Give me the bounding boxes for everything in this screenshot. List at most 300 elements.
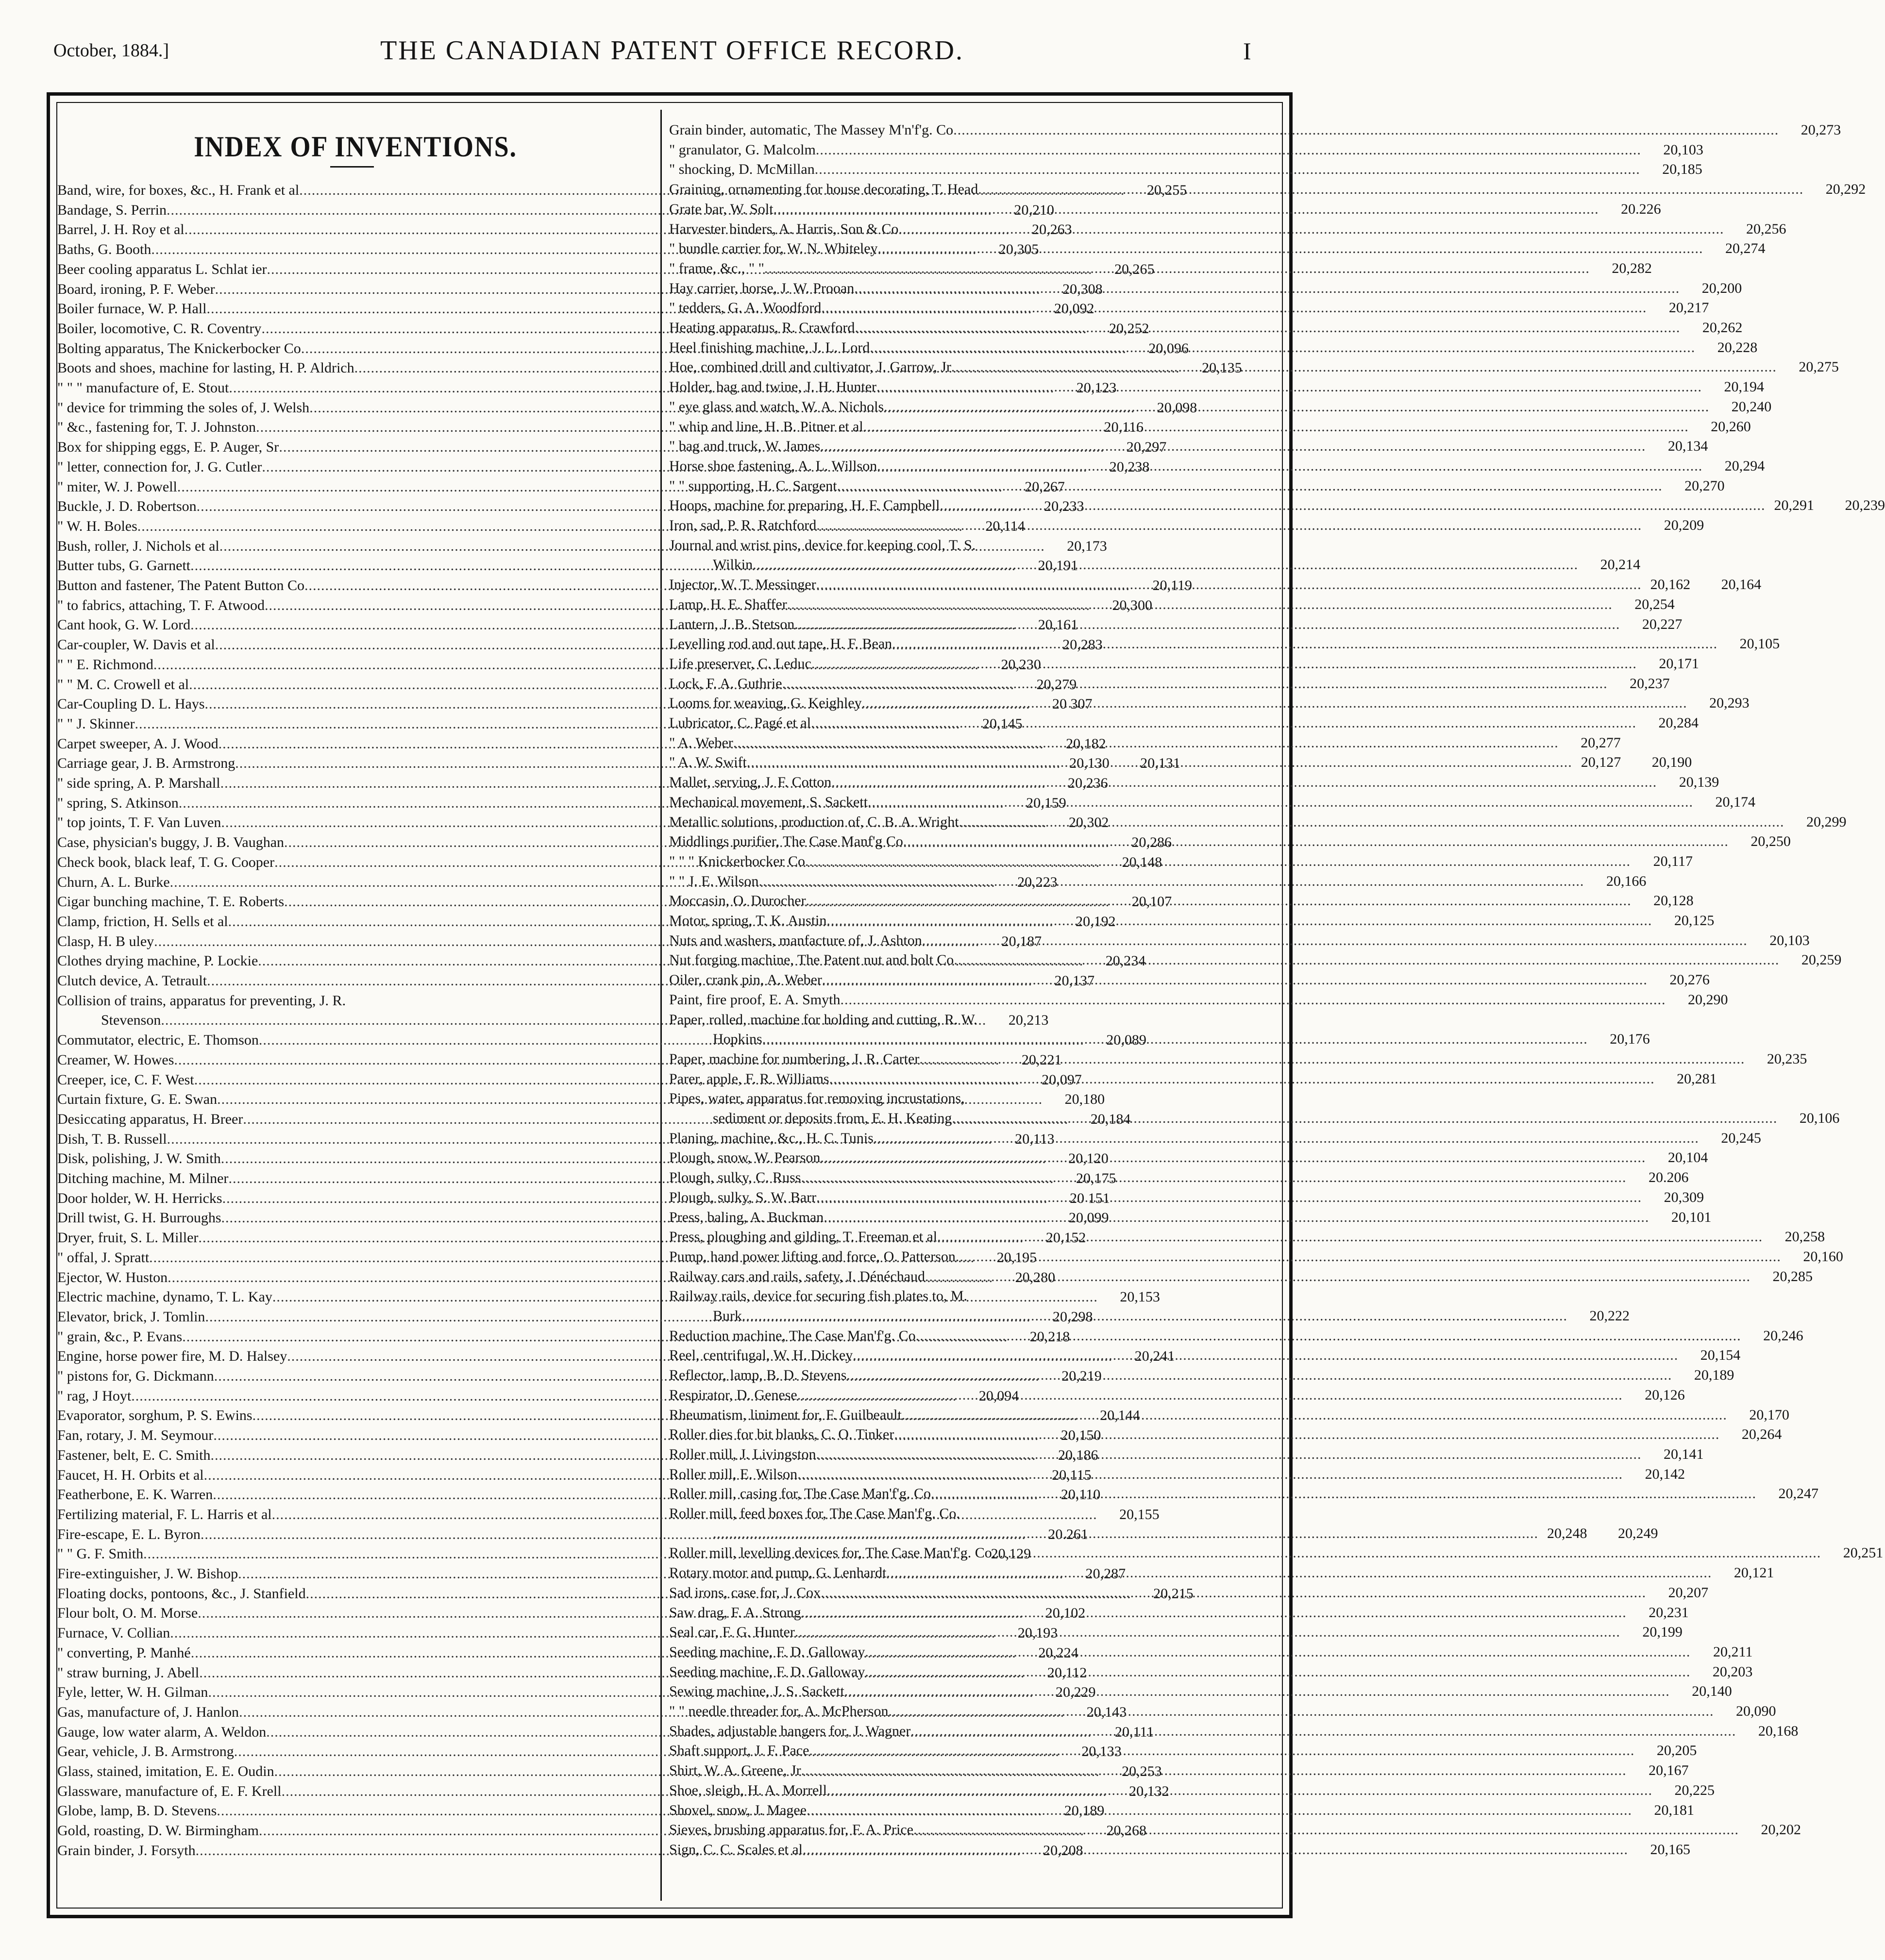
entry-label: Seal car, F. G. Hunter xyxy=(669,1624,795,1640)
index-entry xyxy=(669,1049,1807,1069)
entry-label: Sieves, brushing apparatus for, F. A. Price xyxy=(669,1822,913,1838)
patent-number: 20,268 xyxy=(1106,1823,1146,1839)
entry-label: Boiler furnace, W. P. Hall xyxy=(57,301,207,317)
entry-label: Door holder, W. H. Herricks xyxy=(57,1190,222,1206)
leader-dots xyxy=(931,1484,1756,1504)
patent-number: 20,186 xyxy=(1058,1447,1098,1463)
index-entry xyxy=(669,456,1765,476)
patent-number: 20,222 xyxy=(1589,1308,1630,1324)
entry-label: Middlings purifier, The Case Manf'g Co xyxy=(669,833,903,850)
patent-number: 20,185 xyxy=(1662,161,1702,178)
entry-label: Metallic solutions, production of, C. B. A. Wright xyxy=(669,813,959,830)
patent-number: 20,110 xyxy=(1060,1487,1101,1503)
entry-label: Boots and shoes, machine for lasting, H. P. Aldrich xyxy=(57,360,354,376)
patent-number: 20,215 xyxy=(1153,1585,1194,1602)
entry-label: Holder, bag and twine, J. H. Hunter xyxy=(669,379,877,395)
entry-label: Case, physician's buggy, J. B. Vaughan xyxy=(57,834,285,851)
patent-number xyxy=(1215,1089,1277,1108)
entry-label: Featherbone, E. K. Warren xyxy=(57,1487,213,1503)
entry-label: Furnace, V. Collian xyxy=(57,1625,170,1641)
entry-label: Moccasin, O. Durocher xyxy=(669,893,806,909)
index-entry xyxy=(669,674,1670,693)
entry-label: Iron, sad, P. R. Ratchford xyxy=(669,517,817,533)
index-entry xyxy=(669,654,1699,674)
page-header xyxy=(0,0,1344,87)
patent-number: 20,181 xyxy=(1654,1802,1695,1818)
patent-number: 20,125 xyxy=(1674,912,1715,929)
patent-number: 20,236 xyxy=(1068,775,1108,791)
index-entry xyxy=(669,1089,1277,1108)
entry-label: Nuts and washers, manfacture of, J. Ashton xyxy=(669,932,922,948)
entry-label: Respirator, D. Genese xyxy=(669,1386,797,1403)
index-entry xyxy=(669,279,1742,298)
entry-label: Saw drag, F. A. Strong xyxy=(669,1604,801,1621)
patent-number: 20 307 xyxy=(1052,696,1093,712)
index-entry xyxy=(669,1326,1803,1346)
leader-dots xyxy=(787,595,1613,614)
patent-number: 20,293 xyxy=(1709,695,1750,711)
leader-dots xyxy=(806,891,1632,911)
entry-label: Motor, spring, T. K. Austin xyxy=(669,912,827,929)
entry-label: Electric machine, dynamo, T. L. Kay xyxy=(57,1289,272,1305)
leader-dots xyxy=(854,279,1680,298)
index-entry xyxy=(669,1386,1685,1405)
index-entry xyxy=(57,1525,1088,1544)
patent-number: 20,231 xyxy=(1649,1604,1689,1621)
entry-label: Fertilizing material, F. L. Harris et al xyxy=(57,1506,272,1522)
index-entry xyxy=(669,693,1750,713)
patent-number: 20,283 xyxy=(1062,637,1103,653)
index-title: INDEX OF INVENTIONS. xyxy=(194,131,517,163)
leader-dots xyxy=(816,516,1642,535)
patent-number: 20,221 xyxy=(1021,1051,1062,1068)
index-entry xyxy=(669,713,1699,733)
entry-label: Roller mill, J. Livingston xyxy=(669,1446,816,1462)
patent-number: 20,264 xyxy=(1741,1426,1782,1443)
entry-label: " grain, &c., P. Evans xyxy=(57,1328,183,1345)
patent-number: 20,230 xyxy=(1001,656,1041,673)
patent-number: 20.206 xyxy=(1648,1169,1689,1186)
patent-number: 20,152 xyxy=(1045,1230,1086,1246)
patent-number: 20,113 xyxy=(1015,1131,1055,1147)
index-entry xyxy=(669,950,1842,970)
leader-dots xyxy=(965,1089,1215,1108)
leader-dots xyxy=(967,1286,1215,1306)
patent-number: 20,233 xyxy=(1044,498,1084,515)
leader-dots xyxy=(960,1504,1215,1523)
leader-dots xyxy=(903,832,1729,851)
entry-label: Mallet, serving, J. F. Cotton xyxy=(669,774,832,791)
leader-dots xyxy=(782,674,1608,693)
entry-label: sediment or deposits from, E. H. Keating xyxy=(713,1110,952,1126)
entry-label: Curtain fixture, G. E. Swan xyxy=(57,1091,218,1108)
page-number: I xyxy=(1243,37,1251,65)
entry-label: Parer, apple, F. R. Williams xyxy=(669,1070,829,1087)
leader-dots xyxy=(925,1267,1750,1286)
leader-dots xyxy=(803,1840,1628,1859)
index-entry xyxy=(669,1188,1704,1207)
patent-number: 20,284 xyxy=(1658,715,1699,731)
entry-label: Clutch device, A. Tetrault xyxy=(57,973,207,989)
patent-number: 20,140 xyxy=(1692,1683,1732,1700)
patent-number: 20,258 xyxy=(1784,1229,1825,1245)
patent-number: 20,213 xyxy=(1008,1012,1049,1029)
entry-label: " &c., fastening for, T. J. Johnston xyxy=(57,419,256,436)
entry-label: " " E. Richmond xyxy=(57,656,153,673)
patent-number: 20,180 xyxy=(1064,1091,1105,1108)
index-entry xyxy=(669,1563,1774,1583)
patent-number: 20,259 xyxy=(1801,952,1842,968)
index-entry xyxy=(669,1465,1685,1484)
index-entry xyxy=(669,476,1725,496)
entry-label: Levelling rod and out tape, H. F. Bean xyxy=(669,636,892,652)
entry-label: Globe, lamp, B. D. Stevens xyxy=(57,1803,217,1819)
index-entry xyxy=(669,1622,1683,1642)
patent-number: 20,267 xyxy=(1025,478,1065,495)
entry-label: " " " manufacture of, E. Stout xyxy=(57,380,229,396)
entry-label: Hoe, combined drill and cultivator, J. Garrow, Jr xyxy=(669,359,951,375)
leader-dots xyxy=(809,1741,1634,1760)
leader-dots xyxy=(898,220,1724,239)
entry-extra-number: 20,162 xyxy=(1650,576,1691,593)
patent-number: 20,211 xyxy=(1713,1643,1753,1660)
leader-dots xyxy=(811,713,1636,733)
entry-label: Collision of trains, apparatus for preventing, J. R. xyxy=(57,992,346,1009)
entry-label: Evaporator, sorghum, P. S. Ewins xyxy=(57,1407,252,1424)
entry-label: Fyle, letter, W. H. Gilman xyxy=(57,1684,208,1701)
patent-number: 20,145 xyxy=(982,715,1023,732)
patent-number: 20,245 xyxy=(1721,1130,1761,1146)
entry-label: Roller dies for bit blanks, C. O. Tinker xyxy=(669,1426,894,1443)
patent-number: 20,305 xyxy=(998,241,1039,258)
entry-label: Press, baling, A. Buckman xyxy=(669,1209,824,1225)
index-entry xyxy=(669,753,1692,772)
patent-number: 20,241 xyxy=(1134,1348,1175,1365)
entry-extra-number: 20,130 xyxy=(1069,755,1110,772)
patent-number: 20,262 xyxy=(1702,320,1743,336)
entry-label: Fan, rotary, J. M. Seymour xyxy=(57,1427,214,1444)
entry-label: Hoops, machine for preparing, H. F. Campbell xyxy=(669,497,940,514)
entry-label: Plough, sulky, S. W. Barr xyxy=(669,1189,817,1205)
index-entry xyxy=(669,1445,1704,1464)
leader-dots xyxy=(801,1761,1627,1780)
index-entry xyxy=(669,417,1751,437)
leader-dots xyxy=(940,496,1765,515)
patent-number: 20,175 xyxy=(1076,1170,1116,1186)
patent-number: 20,217 xyxy=(1668,300,1709,316)
index-entry xyxy=(669,1346,1741,1365)
entry-label: Sign, C. C. Scales et al xyxy=(669,1841,803,1858)
leader-dots xyxy=(821,1583,1646,1603)
patent-number: 20,153 xyxy=(1120,1289,1160,1305)
patent-number: 20,218 xyxy=(1029,1328,1070,1345)
patent-number: 20,141 xyxy=(1664,1446,1704,1462)
entry-label: Oiler, crank pin, A. Weber xyxy=(669,972,822,988)
patent-number: 20,263 xyxy=(1032,221,1072,238)
entry-extra-number: 20,127 xyxy=(1581,754,1621,771)
leader-dots xyxy=(878,239,1703,258)
leader-dots xyxy=(876,377,1702,397)
entry-label: Clothes drying machine, P. Lockie xyxy=(57,953,258,969)
patent-number: 20,121 xyxy=(1734,1565,1774,1581)
title-rule xyxy=(330,166,374,168)
patent-number: 20,208 xyxy=(1043,1842,1083,1859)
index-entry xyxy=(669,595,1675,614)
index-entry xyxy=(669,298,1709,318)
leader-dots xyxy=(995,1543,1821,1563)
patent-number: 20,128 xyxy=(1653,893,1694,909)
entry-label: " miter, W. J. Powell xyxy=(57,478,177,495)
patent-number: 20,182 xyxy=(1066,735,1106,752)
patent-number: 20,126 xyxy=(1645,1386,1685,1403)
leader-dots xyxy=(956,1247,1781,1267)
entry-label: Lamp, H. E. Shaffer xyxy=(669,596,787,612)
index-entry xyxy=(669,220,1786,239)
entry-label: Car-coupler, W. Davis et al xyxy=(57,637,215,653)
index-entry xyxy=(669,911,1715,930)
patent-number: 20,114 xyxy=(985,518,1025,534)
entry-label: Plough, snow, W. Pearson xyxy=(669,1149,821,1166)
leader-dots xyxy=(713,1524,1538,1543)
patent-number: 20,299 xyxy=(1806,813,1847,830)
entry-label: Creamer, W. Howes xyxy=(57,1051,174,1068)
patent-number: 20,174 xyxy=(1715,794,1756,810)
leader-dots xyxy=(919,1049,1745,1069)
patent-number: 20,255 xyxy=(1146,182,1187,198)
patent-number: 20,131 xyxy=(1140,755,1180,772)
patent-number: 20,250 xyxy=(1750,833,1791,850)
entry-label: Lock, F. A. Guthrie xyxy=(669,675,782,692)
leader-dots xyxy=(902,1405,1727,1425)
patent-number: 20,234 xyxy=(1105,953,1146,969)
patent-number: 20,200 xyxy=(1701,280,1742,296)
entry-label: Fire-extinguisher, J. W. Bishop xyxy=(57,1566,238,1582)
patent-number: 20,275 xyxy=(1799,359,1839,375)
index-entry xyxy=(669,1781,1715,1800)
leader-dots xyxy=(801,1168,1626,1187)
patent-number: 20,111 xyxy=(1114,1723,1154,1740)
entry-label: Shaft support, J. F. Pace xyxy=(669,1742,809,1759)
leader-dots xyxy=(922,931,1748,950)
leader-dots xyxy=(976,536,1215,555)
patent-number: 20 151 xyxy=(1070,1190,1110,1206)
leader-dots xyxy=(822,970,1648,990)
patent-number: 20,191 xyxy=(1038,558,1078,574)
index-entry xyxy=(669,1722,1799,1741)
patent-number xyxy=(1215,1504,1277,1523)
patent-number: 20,099 xyxy=(1069,1210,1109,1226)
patent-number: 20,176 xyxy=(1610,1031,1650,1048)
patent-number: 20,150 xyxy=(1060,1427,1101,1444)
patent-number: 20,142 xyxy=(1645,1466,1685,1482)
patent-number: 20,229 xyxy=(1055,1684,1096,1701)
patent-number: 20,238 xyxy=(1109,458,1150,475)
entry-label: Gauge, low water alarm, A. Weldon xyxy=(57,1723,267,1740)
leader-dots xyxy=(797,1465,1623,1484)
patent-number: 20,192 xyxy=(1076,913,1116,929)
leader-dots xyxy=(747,753,1572,772)
patent-number: 20,298 xyxy=(1052,1308,1093,1325)
entry-label: Grain binder, J. Forsyth xyxy=(57,1842,196,1859)
index-entry xyxy=(669,931,1810,950)
patent-number: 20,134 xyxy=(1667,438,1708,455)
patent-number xyxy=(1215,536,1277,555)
entry-label: " pistons for, G. Dickmann xyxy=(57,1368,214,1384)
index-entry xyxy=(669,1247,1843,1267)
entry-label: Barrel, J. H. Roy et al xyxy=(57,221,185,238)
leader-dots xyxy=(951,357,1777,377)
index-entry xyxy=(669,733,1621,753)
leader-dots xyxy=(829,1069,1655,1089)
entry-label: Creeper, ice, C. F. West xyxy=(57,1071,194,1088)
entry-label: " granulator, G. Malcolm xyxy=(669,141,816,158)
entry-label: Railway rails, device for securing fish plates to, M. xyxy=(669,1288,968,1304)
patent-number: 20,287 xyxy=(1085,1566,1126,1582)
leader-dots xyxy=(774,200,1599,219)
index-entry xyxy=(669,773,1719,792)
entry-label: Grain binder, automatic, The Massey M'n'f'g. Co xyxy=(669,122,954,138)
entry-label: Reel, centrifugal, W. H. Dickey xyxy=(669,1347,853,1364)
entry-label: Wilkin xyxy=(713,557,753,573)
leader-dots xyxy=(959,812,1784,832)
patent-number: 20,129 xyxy=(991,1546,1031,1562)
index-entry xyxy=(669,852,1693,871)
entry-label: " whip and line, H. B. Pitner et al xyxy=(669,418,863,435)
leader-dots xyxy=(801,1603,1627,1622)
patent-number: 20,132 xyxy=(1129,1783,1169,1799)
index-entry xyxy=(669,1267,1813,1286)
leader-dots xyxy=(764,259,1590,278)
index-entry xyxy=(669,1741,1697,1760)
entry-label: Gold, roasting, D. W. Birmingham xyxy=(57,1823,259,1839)
patent-number: 20,154 xyxy=(1700,1347,1741,1364)
patent-number: 20,286 xyxy=(1131,834,1172,851)
index-entry xyxy=(669,180,1866,199)
index-entry xyxy=(669,496,1885,515)
leader-dots xyxy=(742,1306,1567,1326)
leader-dots xyxy=(884,397,1709,417)
patent-number: 20,171 xyxy=(1659,655,1699,672)
entry-label: " " J. Skinner xyxy=(57,715,135,732)
patent-number: 20,203 xyxy=(1712,1663,1753,1680)
leader-dots xyxy=(910,1722,1736,1741)
entry-label: Disk, polishing, J. W. Smith xyxy=(57,1150,221,1167)
index-entry xyxy=(57,991,654,1011)
patent-number: 20,227 xyxy=(1642,616,1683,632)
leader-dots xyxy=(892,634,1717,654)
patent-number: 20,089 xyxy=(1106,1032,1146,1048)
entry-label: Burk xyxy=(713,1308,742,1324)
index-entry xyxy=(669,1504,1277,1523)
entry-label: Rotary motor and pump, G. Lenhardt xyxy=(669,1565,887,1581)
entry-label: " bag and truck, W. James xyxy=(669,438,821,455)
entry-label: Lantern, J. B. Stetson xyxy=(669,616,795,632)
entry-label: Flour bolt, O. M. Morse xyxy=(57,1605,198,1622)
leader-dots xyxy=(807,1801,1632,1820)
entry-label: " frame, &c., " " xyxy=(669,260,764,276)
leader-dots xyxy=(816,140,1641,160)
entry-extra-number: 20,248 xyxy=(1547,1525,1587,1541)
entry-label: " tedders, G. A. Woodford xyxy=(669,300,822,316)
entry-label: Elevator, brick, J. Tomlin xyxy=(57,1308,205,1325)
index-entry xyxy=(669,1642,1753,1662)
leader-dots xyxy=(863,417,1689,437)
leader-dots xyxy=(853,1346,1678,1365)
entry-extra-number: 20,291 xyxy=(1774,497,1814,514)
entry-label: Graining, ornamenting for house decorating, T. Head xyxy=(669,181,978,198)
entry-label: Cigar bunching machine, T. E. Roberts xyxy=(57,894,285,910)
entry-label: Hopkins xyxy=(713,1031,762,1048)
patent-number: 20,294 xyxy=(1724,457,1765,474)
entry-label: " bundle carrier for, W. N. Whiteley xyxy=(669,240,878,257)
entry-label: Shades, adjustable hangers for, J. Wagner xyxy=(669,1723,911,1739)
leader-dots xyxy=(862,693,1687,713)
patent-number: 20,187 xyxy=(1001,933,1042,949)
patent-number: 20,092 xyxy=(1054,301,1094,317)
patent-number: 20,117 xyxy=(1653,853,1693,869)
patent-number: 20,237 xyxy=(1630,675,1670,692)
patent-number xyxy=(1215,1286,1277,1306)
index-entry xyxy=(669,575,1762,594)
entry-label: Churn, A. L. Burke xyxy=(57,874,170,890)
index-entry xyxy=(669,1168,1689,1187)
leader-dots xyxy=(870,338,1695,357)
patent-number: 20,309 xyxy=(1664,1189,1704,1205)
entry-label: Faucet, H. H. Orbits et al xyxy=(57,1467,204,1483)
index-entry xyxy=(669,1227,1825,1247)
patent-number: 20,300 xyxy=(1112,597,1153,613)
entry-label: " top joints, T. F. Van Luven xyxy=(57,814,221,831)
entry-label: Life preserver, C. Leduc xyxy=(669,655,811,672)
entry-label: Reduction machine, The Case Man'f'g. Co xyxy=(669,1327,916,1344)
patent-number xyxy=(591,991,654,1011)
leader-dots xyxy=(977,1010,1215,1030)
patent-number: 20,123 xyxy=(1076,380,1117,396)
patent-number: 20,144 xyxy=(1100,1407,1140,1424)
entry-label: Engine, horse power fire, M. D. Halsey xyxy=(57,1348,287,1365)
patent-number: 20,252 xyxy=(1109,320,1149,337)
entry-label: Seeding machine, F. D. Galloway xyxy=(669,1663,865,1680)
entry-label: Railway cars and rails, safety, J. Dénéchaud xyxy=(669,1268,926,1284)
entry-label: Roller mill, feed boxes for, The Case Man'f'g. Co. xyxy=(669,1505,960,1521)
index-entry xyxy=(669,1702,1776,1721)
entry-label: " eye glass and watch, W. A. Nichols xyxy=(669,398,884,415)
leader-dots xyxy=(821,298,1647,318)
index-entry xyxy=(669,200,1661,219)
leader-dots xyxy=(952,1109,1777,1128)
patent-number: 20,101 xyxy=(1671,1209,1712,1225)
index-entry xyxy=(669,239,1766,258)
entry-label: Sewing machine, J. S. Sackett xyxy=(669,1683,844,1700)
patent-number: 20,098 xyxy=(1157,399,1197,416)
patent-number: 20,189 xyxy=(1064,1803,1105,1819)
entry-label: " " G. F. Smith xyxy=(57,1546,144,1562)
entry-label: " " needle threader for, A. McPherson xyxy=(669,1703,889,1719)
entry-label: Ditching machine, M. Milner xyxy=(57,1170,229,1186)
patent-number: 20,279 xyxy=(1036,676,1077,693)
patent-number: 20,164 xyxy=(1721,576,1762,593)
index-entry xyxy=(669,555,1641,574)
entry-label: Bandage, S. Perrin xyxy=(57,202,167,218)
leader-dots xyxy=(855,318,1680,338)
leader-dots xyxy=(844,1682,1670,1701)
entry-label: Floating docks, pontoons, &c., J. Stanfield xyxy=(57,1585,306,1602)
index-entry xyxy=(669,259,1652,278)
entry-label: Fire-escape, E. L. Byron xyxy=(57,1526,201,1542)
entry-label: Roller mill, casing for, The Case Man'f'g. Co xyxy=(669,1486,931,1502)
patent-number: 20,297 xyxy=(1126,439,1167,456)
entry-label: Heel finishing machine, J. L. Lord xyxy=(669,339,870,355)
